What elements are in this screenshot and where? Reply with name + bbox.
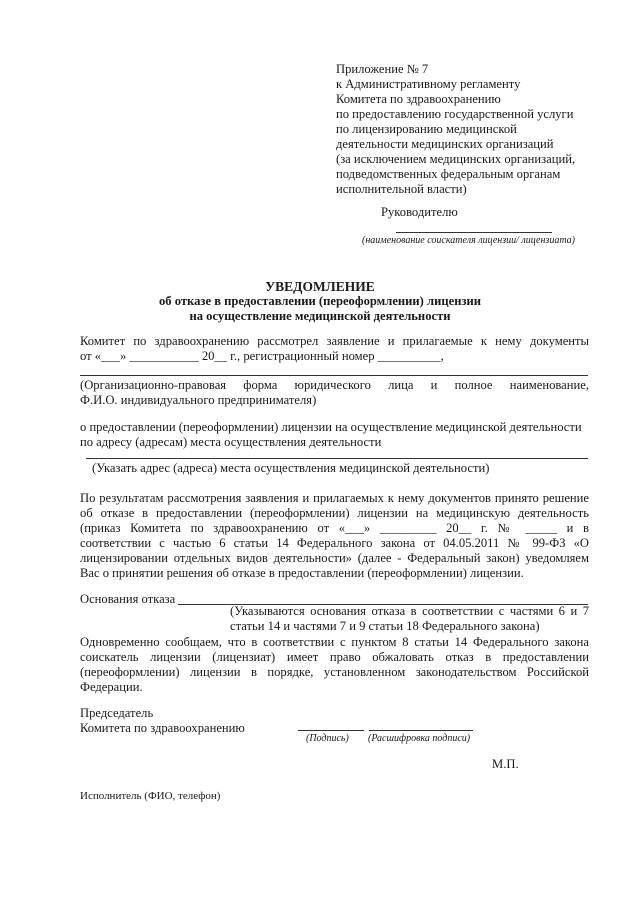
decision-last-line: Вас о принятии решения об отказе в предоставлении (переоформлении) лицензии. [80,566,524,580]
decision-line: соответствии с частью 6 статьи 14 Федерального закона от 04.05.2011 № 99-ФЗ «О [80,536,589,550]
chair-title-2: Комитета по здравоохранению [80,721,245,735]
appeal-line: соискатель лицензии (лицензиат) имеет право обжаловать отказ в предоставлении [80,650,589,664]
executor-label: Исполнитель (ФИО, телефон) [80,790,221,802]
addressee-caption: (наименование соискателя лицензии/ лицензиата) [362,235,575,246]
decision-line: об отказе в предоставлении (переоформлении) лицензии на медицинскую деятельность [80,506,589,520]
sign-caption: (Подпись) [306,733,349,744]
grounds-label: Основания отказа [80,592,176,606]
decision-line: (приказ Комитета по здравоохранению от «___» _________ 20__ г. № _____ и в [80,521,589,535]
chair-title-1: Председатель [80,706,154,720]
appendix-line: по предоставлению государственной услуги [336,107,574,121]
about-line-1: о предоставлении (переоформлении) лицензии на осуществление медицинской деятельности [80,420,582,434]
stamp-place: М.П. [492,757,519,771]
address-line [86,458,588,459]
intro-line-2: от «___» ___________ 20__ г., регистрационный номер __________, [80,349,444,363]
doc-title: УВЕДОМЛЕНИЕ [265,279,375,294]
appendix-line: деятельности медицинских организаций [336,137,554,151]
appeal-line: (переоформлении) лицензии в порядке, установленном законодательством Российской [80,665,589,679]
org-caption-1: (Организационно-правовая форма юридического лица и полное наименование, [80,378,589,392]
grounds-caption-1: (Указываются основания отказа в соответствии с частями 6 и 7 [230,604,589,618]
appendix-line: к Административному регламенту [336,77,521,91]
appendix-block [336,62,575,197]
appendix-line: Комитета по здравоохранению [336,92,501,106]
appendix-line: (за исключением медицинских организаций, [336,152,576,166]
appeal-last-line: Федерации. [80,680,143,694]
addressee-to: Руководителю [381,205,458,219]
appendix-line: по лицензированию медицинской [336,122,517,136]
about-line-2: по адресу (адресам) места осуществления деятельности [80,435,382,449]
doc-subtitle-2: на осуществление медицинской деятельности [189,309,451,323]
org-line [80,375,588,376]
appendix-line: подведомственных федеральным органам [336,167,561,181]
doc-subtitle-1: об отказе в предоставлении (переоформлении) лицензии [158,294,482,308]
decode-line [369,730,473,731]
grounds-caption-2: статьи 14 и частями 7 и 9 статьи 18 Федерального закона) [230,619,540,633]
appendix-line: исполнительной власти) [336,182,467,196]
appendix-line: Приложение № 7 [336,62,429,76]
appeal-line: Одновременно сообщаем, что в соответствии с пунктом 8 статьи 14 Федерального закона [80,635,589,649]
intro-line-1: Комитет по здравоохранению рассмотрел заявление и прилагаемые к нему документы [80,334,589,348]
address-caption: (Указать адрес (адреса) места осуществления медицинской деятельности) [92,461,490,475]
sign-line [298,730,364,731]
org-caption-2: Ф.И.О. индивидуального предпринимателя) [80,393,317,407]
decision-line: По результатам рассмотрения заявления и прилагаемых к нему документов принято решение [80,491,589,505]
addressee-line [396,232,552,233]
decode-caption: (Расшифровка подписи) [368,733,471,744]
decision-line: лицензировании отдельных видов деятельности» (далее - Федеральный закон) уведомляем [80,551,589,565]
